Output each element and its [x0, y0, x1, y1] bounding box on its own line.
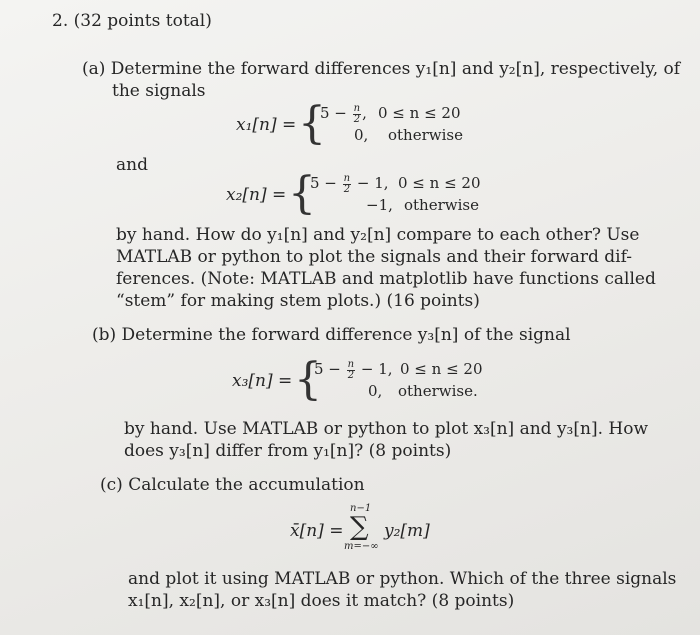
x2-case1-cond: 0 ≤ n ≤ 20	[398, 174, 481, 192]
part-a-line-1: (a) Determine the forward differences y₁[n] and y₂[n], respectively, of	[82, 59, 681, 79]
x1-case2-cond: otherwise	[388, 126, 463, 144]
x3-lhs: x₃[n] =	[232, 371, 293, 391]
accum-term: y₂[m]	[384, 521, 430, 541]
x3-equation	[232, 356, 522, 406]
x2-case2-expr: −1,	[366, 196, 393, 214]
x3-case1-cond: 0 ≤ n ≤ 20	[400, 360, 483, 378]
summation-icon: ∑	[350, 512, 369, 542]
x1-brace: {	[298, 98, 326, 149]
x1-case1-cond: 0 ≤ n ≤ 20	[378, 104, 461, 122]
x2-case2-cond: otherwise	[404, 196, 479, 214]
x2-case1-expr: 5 − $\frac{n}{2}$ − 1,	[310, 172, 389, 195]
x3-case2-cond: otherwise.	[398, 382, 478, 400]
x3-case2-expr: 0,	[368, 382, 383, 400]
part-c-para-1: and plot it using MATLAB or python. Which of the three signals	[128, 569, 677, 589]
accumulation-equation	[290, 500, 490, 556]
x2-lhs: x₂[n] =	[226, 185, 287, 205]
part-a-para-2: MATLAB or python to plot the signals and their forward dif-	[116, 247, 633, 267]
x1-case2-expr: 0,	[354, 126, 369, 144]
x1-case1-expr: 5 − $\frac{n}{2}$ ,	[320, 102, 367, 125]
part-b-para-2: does y₃[n] differ from y₁[n]? (8 points)	[124, 441, 452, 461]
part-a-para-4: “stem” for making stem plots.) (16 points)	[116, 291, 480, 311]
part-b-para-1: by hand. Use MATLAB or python to plot x₃[n] and y₃[n]. How	[124, 419, 649, 439]
x3-brace: {	[294, 354, 322, 405]
x1-equation	[236, 100, 506, 150]
sum-lower-limit: m=−∞	[344, 541, 379, 552]
part-a-line-2: the signals	[112, 81, 206, 101]
x2-equation	[226, 170, 516, 220]
x1-lhs: x₁[n] =	[236, 115, 297, 135]
problem-heading: 2. (32 points total)	[52, 11, 212, 31]
accum-lhs: x̄[n] =	[290, 521, 344, 541]
part-a-para-1: by hand. How do y₁[n] and y₂[n] compare to each other? Use	[116, 225, 640, 245]
part-a-para-3: ferences. (Note: MATLAB and matplotlib have functions called	[116, 269, 656, 289]
x2-brace: {	[288, 168, 316, 219]
sum-upper-limit: n−1	[350, 503, 372, 514]
part-c-para-2: x₁[n], x₂[n], or x₃[n] does it match? (8 points)	[128, 591, 515, 611]
part-b-line-1: (b) Determine the forward difference y₃[n] of the signal	[92, 325, 571, 345]
and-label: and	[116, 155, 148, 175]
x3-case1-expr: 5 − $\frac{n}{2}$ − 1,	[314, 358, 393, 381]
part-c-line-1: (c) Calculate the accumulation	[100, 475, 365, 495]
